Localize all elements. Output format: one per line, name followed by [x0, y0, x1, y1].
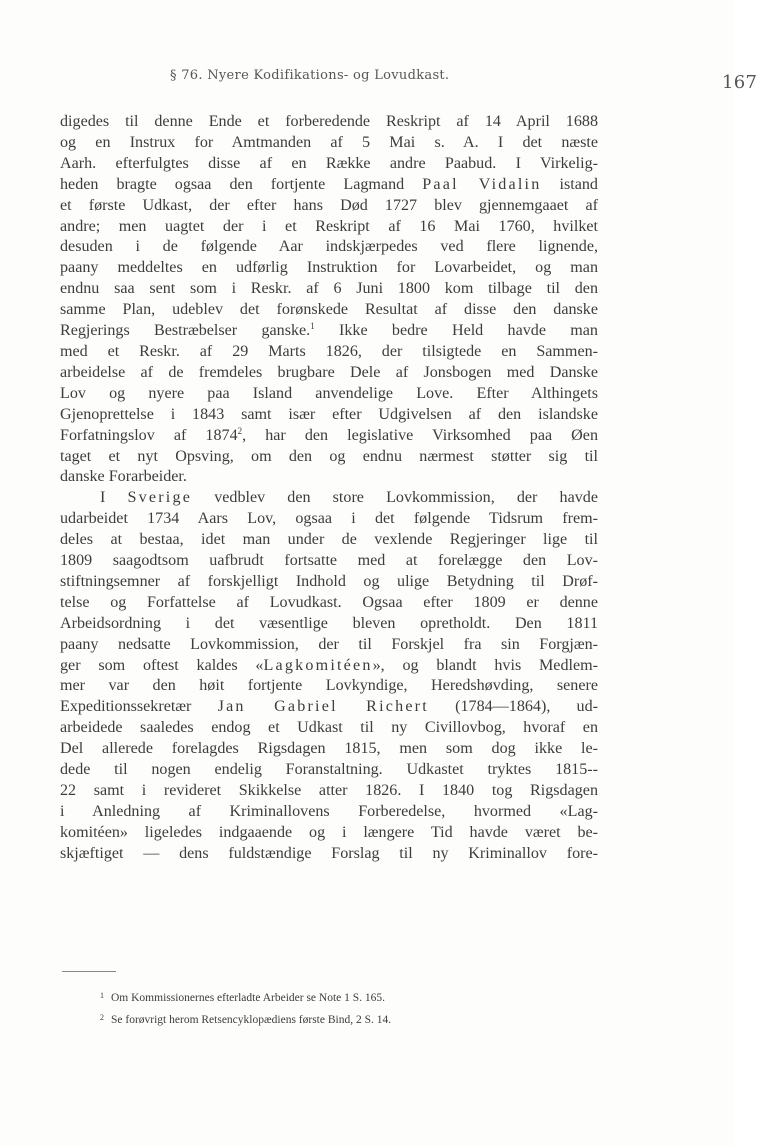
section-title: § 76. Nyere Kodifikations- og Lovudkast. [170, 68, 450, 83]
text-line: danske Forarbeider. [60, 468, 187, 486]
text-line: telse og Forfattelse af Lovudkast. Ogsaa efter 1809 er denne [60, 593, 598, 611]
footnote-divider [62, 971, 116, 972]
text-line: dede til nogen endelig Foranstaltning. Udkastet tryktes 1815-- [60, 761, 598, 779]
footnote-text: Om Kommissionernes efterladte Arbeider se Note 1 S. 165. [111, 992, 386, 1004]
running-header [170, 68, 757, 93]
footnote-text: Se forøvrigt herom Retsencyklopædiens første Bind, 2 S. 14. [111, 1014, 392, 1026]
text-fragment: I [100, 489, 106, 507]
text-fragment: heden bragte ogsaa den fortjente Lagmand [60, 175, 405, 193]
text-line: Lov og nyere paa Island anvendelige Love. Efter Althingets [60, 384, 598, 402]
text-line: paany meddeltes en udførlig Instruktion for Lovarbeidet, og man [60, 259, 598, 277]
text-fragment: , har den legislative Virksomhed paa Øen [242, 426, 598, 444]
footnotes [100, 986, 580, 1030]
text-line: deles at bestaa, idet man under de vexlende Regjeringer lige til [60, 531, 598, 549]
text-fragment: vedblev den store Lovkommission, der havde [214, 489, 598, 507]
text-line: arbeidelse af de fremdeles brugbare Dele af Jonsbogen med Danske [60, 363, 598, 381]
text-line [60, 321, 598, 342]
text-line: mer var den høit fortjente Lovkyndige, Heredshøvding, senere [60, 677, 598, 695]
text-line: digedes til denne Ende et forberedende Reskript af 14 April 1688 [60, 113, 598, 130]
text-line [60, 697, 598, 718]
spaced-name: Jan Gabriel Richert [217, 698, 429, 716]
spaced-name: Lagkomitéen [263, 656, 373, 674]
text-fragment: Regjerings Bestræbelser ganske. [60, 322, 311, 340]
text-line: andre; men uagtet der i et Reskript af 16 Mai 1760, hvilket [60, 217, 598, 235]
text-line [60, 488, 598, 509]
text-line: i Anledning af Kriminallovens Forberedelse, hvormed «Lag- [60, 802, 598, 820]
text-line: arbeidede saaledes endog et Udkast til ny Civillovbog, hvoraf en [60, 719, 598, 737]
spaced-name: Sverige [127, 489, 193, 507]
text-line: 22 samt i revideret Skikkelse atter 1826. I 1840 tog Rigsdagen [60, 782, 598, 799]
footnote-ref: 2 [237, 425, 243, 436]
text-line: taget et nyt Opsving, om den og endnu nærmest støtter sig til [60, 447, 598, 465]
text-line: komitéen» ligeledes indgaaende og i længere Tid havde været be- [60, 823, 598, 841]
text-fragment: ger som oftest kaldes « [60, 656, 264, 674]
text-line [60, 656, 598, 677]
text-fragment: Expeditionssekretær [60, 698, 192, 716]
text-line: endnu saa sent som i Reskr. af 6 Juni 1800 kom tilbage til den [60, 280, 598, 298]
text-line: Gjenoprettelse i 1843 samt især efter Udgivelsen af den islandske [60, 405, 598, 423]
text-line: paany nedsatte Lovkommission, der til Forskjel fra sin Forgjæn- [60, 635, 598, 653]
text-line: og en Instrux for Amtmanden af 5 Mai s. A. I det næste [60, 133, 598, 151]
spaced-name: Paal Vidalin [422, 175, 542, 193]
text-line [60, 426, 598, 447]
text-line: et første Udkast, der efter hans Død 1727 blev gjennemgaaet af [60, 196, 598, 214]
text-line: samme Plan, udeblev det forønskede Resultat af disse den danske [60, 301, 598, 319]
body-text [60, 112, 598, 865]
text-fragment: », og blandt hvis Medlem- [372, 656, 598, 674]
text-fragment: Ikke bedre Held havde man [339, 322, 598, 340]
footnote-ref: 1 [310, 321, 315, 332]
text-line: Aarh. efterfulgtes disse af en Række andre Paabud. I Virkelig- [60, 154, 598, 172]
text-line: Del allerede forelagdes Rigsdagen 1815, men som dog ikke le- [60, 740, 598, 758]
page-number: 167 [722, 72, 757, 93]
text-fragment: istand [559, 175, 598, 193]
text-line [60, 175, 598, 196]
text-line: Arbeidsordning i det væsentlige bleven opretholdt. Den 1811 [60, 614, 598, 632]
text-line: stiftningsemner af forskjelligt Indhold og ulige Betydning til Drøf- [60, 572, 598, 590]
text-line: skjæftiget — dens fuldstændige Forslag til ny Kriminallov fore- [60, 844, 598, 862]
footnote [100, 986, 580, 1008]
footnote-mark: 1 [100, 991, 104, 1000]
text-line: udarbeidet 1734 Aars Lov, ogsaa i det følgende Tidsrum frem- [60, 510, 598, 528]
footnote [100, 1008, 580, 1030]
text-line: 1809 saagodtsom uafbrudt fortsatte med at forelægge den Lov- [60, 552, 598, 570]
text-fragment: Forfatningslov af 1874 [60, 426, 238, 444]
text-line: desuden i de følgende Aar indskjærpedes ved flere lignende, [60, 238, 598, 256]
footnote-mark: 2 [100, 1013, 104, 1022]
text-line: med et Reskr. af 29 Marts 1826, der tilsigtede en Sammen- [60, 342, 598, 360]
text-fragment: (1784—1864), ud- [455, 698, 599, 716]
